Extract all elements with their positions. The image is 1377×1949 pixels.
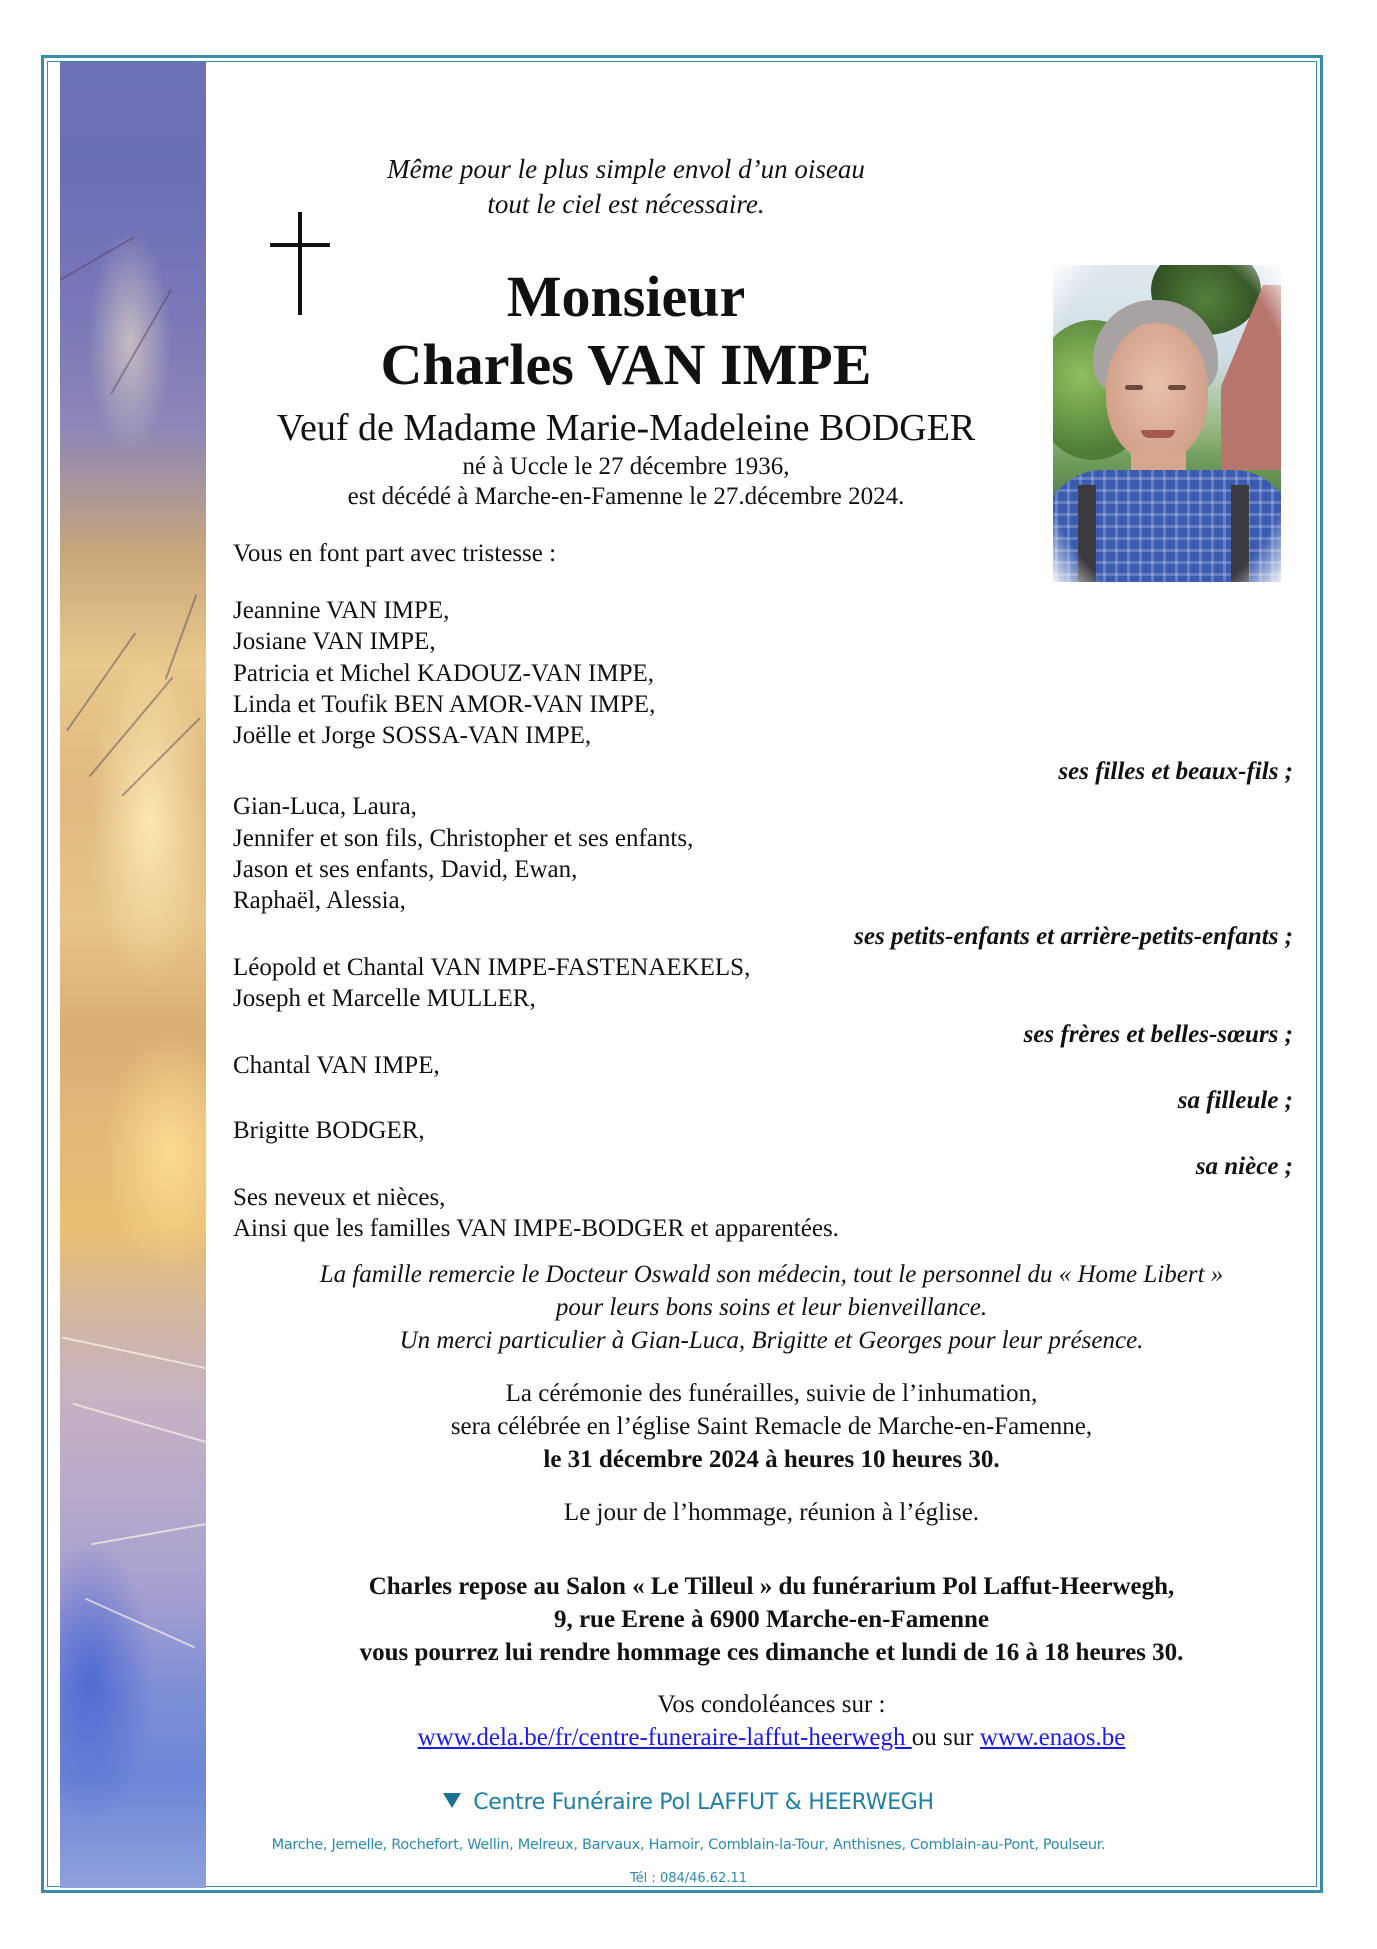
relation-label: ses frères et belles-sœurs ; (1023, 1021, 1293, 1048)
announcement-intro: Vous en font part avec tristesse : (233, 540, 557, 567)
family-name: Joseph et Marcelle MULLER, (233, 985, 536, 1012)
epigraph-line-2: tout le ciel est nécessaire. (487, 189, 765, 219)
dela-condolences-link[interactable]: www.dela.be/fr/centre-funeraire-laffut-heerwegh (417, 1724, 912, 1751)
family-name: Joëlle et Jorge SOSSA-VAN IMPE, (233, 722, 592, 749)
family-name: Patricia et Michel KADOUZ-VAN IMPE, (233, 660, 654, 687)
enaos-condolences-link[interactable]: www.enaos.be (979, 1724, 1126, 1751)
relation-label: ses filles et beaux-fils ; (1058, 758, 1293, 785)
relation-label: ses petits-enfants et arrière-petits-enfants ; (854, 923, 1293, 950)
deceased-name: Charles VAN IMPE (380, 332, 872, 397)
family-name: Brigitte BODGER, (233, 1117, 425, 1144)
epigraph-line-1: Même pour le plus simple envol d’un oiseau (387, 154, 865, 184)
funeral-home-cities: Marche, Jemelle, Rochefort, Wellin, Melreux, Barvaux, Hamoir, Comblain-la-Tour, Anthisnes, Comblain-au-Pont, Poulseur. (271, 1837, 1106, 1853)
funeral-home-name-row (0, 1790, 1377, 1815)
visitation-address: 9, rue Erene à 6900 Marche-en-Famenne (553, 1606, 990, 1633)
family-name: Chantal VAN IMPE, (233, 1052, 440, 1079)
link-connector: ou sur (911, 1724, 980, 1751)
family-name: Léopold et Chantal VAN IMPE-FASTENAEKELS, (233, 954, 751, 981)
birth-info: né à Uccle le 27 décembre 1936, (462, 453, 790, 480)
decorative-winter-sunset-strip (60, 62, 206, 1888)
meeting-info: Le jour de l’hommage, réunion à l’église. (563, 1499, 980, 1526)
family-name: Linda et Toufik BEN AMOR-VAN IMPE, (233, 691, 656, 718)
portrait-photo (1053, 265, 1281, 582)
thanks-line: pour leurs bons soins et leur bienveillance. (555, 1294, 988, 1321)
relation-label: sa nièce ; (1195, 1153, 1293, 1180)
ceremony-line: La cérémonie des funérailles, suivie de l’inhumation, (505, 1380, 1038, 1407)
family-name: Raphaël, Alessia, (233, 887, 406, 914)
family-name: Gian-Luca, Laura, (233, 793, 417, 820)
death-info: est décédé à Marche-en-Famenne le 27.décembre 2024. (347, 483, 905, 510)
family-name: Josiane VAN IMPE, (233, 628, 436, 655)
widower-of: Veuf de Madame Marie-Madeleine BODGER (276, 407, 976, 449)
honorific: Monsieur (506, 264, 746, 329)
funeral-home-name: Centre Funéraire Pol LAFFUT & HEERWEGH (473, 1790, 934, 1815)
visitation-line: Charles repose au Salon « Le Tilleul » du funérarium Pol Laffut-Heerwegh, (368, 1573, 1175, 1600)
funeral-home-phone: Tél : 084/46.62.11 (629, 1871, 748, 1886)
ceremony-line: sera célébrée en l’église Saint Remacle de Marche-en-Famenne, (450, 1413, 1093, 1440)
family-name: Jennifer et son fils, Christopher et ses enfants, (233, 825, 694, 852)
visitation-hours: vous pourrez lui rendre hommage ces dimanche et lundi de 16 à 18 heures 30. (359, 1639, 1184, 1666)
condolences-label: Vos condoléances sur : (657, 1691, 886, 1718)
thanks-line: La famille remercie le Docteur Oswald son médecin, tout le personnel du « Home Libert » (319, 1261, 1224, 1288)
thanks-line: Un merci particulier à Gian-Luca, Brigitte et Georges pour leur présence. (399, 1327, 1144, 1354)
ceremony-datetime: le 31 décembre 2024 à heures 10 heures 30. (543, 1446, 1000, 1473)
family-name: Jason et ses enfants, David, Ewan, (233, 856, 578, 883)
condolences-links (233, 1725, 1310, 1750)
extended-family: Ainsi que les familles VAN IMPE-BODGER et apparentées. (233, 1215, 839, 1242)
relation-label: sa filleule ; (1177, 1087, 1293, 1114)
extended-family: Ses neveux et nièces, (233, 1184, 446, 1211)
family-name: Jeannine VAN IMPE, (233, 597, 450, 624)
triangle-down-icon (443, 1793, 461, 1808)
